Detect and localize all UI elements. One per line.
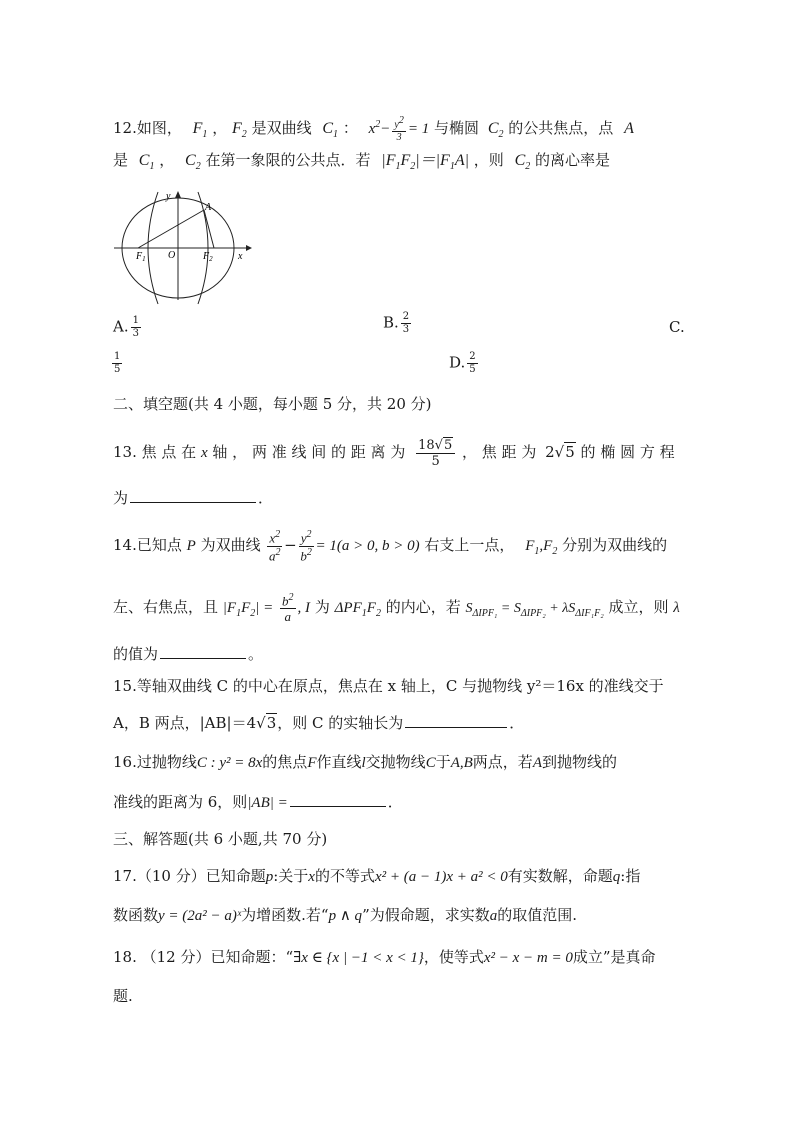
section-2-heading: 二、填空题(共 4 小题，每小题 5 分，共 20 分) [113, 395, 432, 413]
q12-condition: $|F_1F_2|=|F_1A|$ [381, 152, 469, 173]
q15-answer-blank[interactable] [405, 711, 507, 728]
q15-line1: 15.等轴双曲线 C 的中心在原点，焦点在 x 轴上，C 与抛物线 y²＝16x 的准线交于 [113, 677, 664, 695]
q16-line2: 准线的距离为 6，则|AB| = ． [113, 790, 403, 814]
q12-figure [108, 188, 254, 306]
q14-line1: 14.已知点 P 为双曲线 $\frac{x^2}{a^2}$ − $\frac{y^2}{b^2}$ = 1(a > 0, b > 0) 右支上一点， $F_1,F_2$ 分别为双曲线的 [113, 529, 668, 563]
q14-line3: 的值为 。 [113, 642, 263, 665]
q16-answer-blank[interactable] [290, 790, 386, 807]
q16-line1: 16.过抛物线C : y² = 8x的焦点F作直线l交抛物线C于A,B两点，若A到抛物线的 [113, 753, 617, 771]
q13-fraction: $\frac{18√5}{5}$ [416, 439, 455, 468]
label-a: A [205, 202, 212, 213]
q13-line1: 13. 焦 点 在 x 轴 ， 两 准 线 间 的 距 离 为 $\frac{18√5}{5}$ ， 焦 距 为 2√5 的 椭 圆 方 程 [113, 437, 675, 469]
segment-f1-a [138, 210, 204, 248]
q13-answer-blank[interactable] [130, 486, 256, 503]
q12-hyperbola-eq: $x^2-$ $\frac{y^2}{3}$ = 1 [368, 114, 430, 144]
option-c[interactable]: C. [669, 318, 685, 336]
q17-line1: 17.（10 分）已知命题p:关于x的不等式x² + (a − 1)x + a² < 0有实数解，命题q:指 [113, 867, 641, 885]
q18-line1: 18. （12 分）已知命题：“∃x ∈ {x | −1 < x < 1}，使等式x² − x − m = 0成立”是真命 [113, 948, 656, 966]
label-f1: $F_1$ [136, 251, 146, 263]
option-d[interactable]: D. $\frac{2}{5}$ [449, 351, 476, 375]
label-x: x [238, 251, 243, 262]
q14-line2: 左、右焦点，且 $|F_1F_2|$ = $\frac{b^2}{a}$ , I 为 $\Delta PF_1F_2$ 的内心，若 $S_{\Delta IPF_1} = S_{\Delta IPF_2} + \lambda S_{\Delta IF_1F_2}$ 成立，则 λ [113, 591, 680, 625]
q17-line2: 数函数y = (2a² − a)ˣ为增函数.若“p ∧ q”为假命题，求实数a的取值范围. [113, 906, 578, 924]
label-y: y [166, 191, 171, 202]
q12-text: 12.如图， [113, 119, 182, 137]
q15-line2: A，B 两点，|AB|＝4√3，则 C 的实轴长为 ． [113, 711, 524, 734]
option-a[interactable]: A. $\frac{1}{3}$ [113, 315, 139, 339]
q12-line1: 12.如图， $F_1$ ， $F_2$ 是双曲线 $C_1$ ： $x^2-$ $\frac{y^2}{3}$ = 1 与椭圆 $C_2$ 的公共焦点，点 A [113, 114, 634, 144]
q14-answer-blank[interactable] [160, 642, 246, 659]
q18-line2: 题. [113, 987, 133, 1005]
label-o: O [168, 250, 176, 261]
segment-a-f2 [204, 210, 214, 248]
q12-line2: 是 $C_1$ ， $C_2$ 在第一象限的公共点．若 $|F_1F_2|=|F_1A|$ ，则 $C_2$ 的离心率是 [113, 151, 611, 173]
q13-line2: 为 ． [113, 486, 273, 509]
section-3-heading: 三、解答题(共 6 小题,共 70 分) [113, 830, 328, 848]
label-f2: $F_2$ [203, 251, 213, 263]
option-c-value: $\frac{1}{5}$ [114, 351, 121, 375]
option-b[interactable]: B. $\frac{2}{3}$ [383, 311, 410, 335]
